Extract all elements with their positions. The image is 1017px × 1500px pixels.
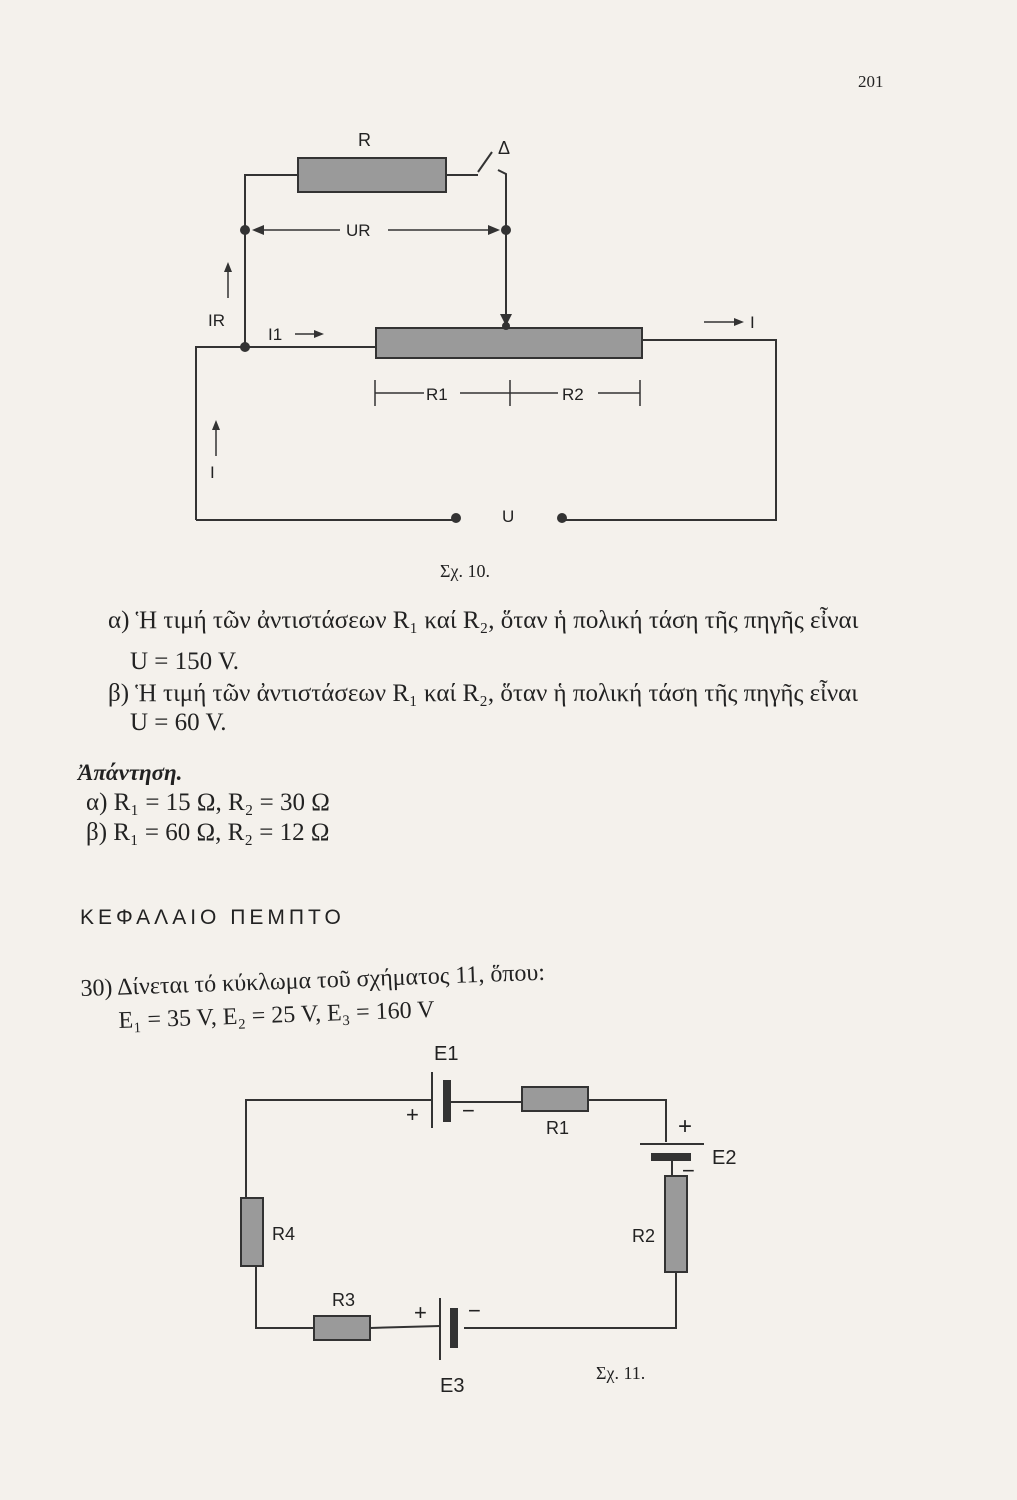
label-e3: E3: [440, 1375, 465, 1397]
ur-arrowhead-right-icon: [488, 225, 500, 235]
problem-30-line2: E₁ = 35 V, E₂ = 25 V, E₃ = 160 V: [118, 996, 435, 1034]
label-u: U: [502, 507, 515, 526]
label-r4: R4: [272, 1224, 296, 1244]
wire-r2-e3: [464, 1272, 676, 1328]
ir-arrowhead-icon: [224, 262, 232, 272]
label-r1: R1: [546, 1118, 570, 1138]
ur-arrowhead-left-icon: [252, 225, 264, 235]
chapter-heading: ΚΕΦΑΛΑΙΟ ΠΕΜΠΤΟ: [80, 906, 345, 929]
terminal-left: [451, 513, 461, 523]
figure-10-caption: Σχ. 10.: [440, 561, 490, 581]
answer-b: β) R₁ = 60 Ω, R₂ = 12 Ω: [86, 819, 330, 846]
node-junction: [240, 342, 250, 352]
question-a-line1: α) Ἡ τιμή τῶν ἀντιστάσεων R₁ καί R₂, ὅταν ἡ πολική τάση τῆς πηγῆς εἶναι: [108, 607, 859, 634]
question-b-line2: U = 60 V.: [130, 709, 227, 736]
figure-11-circuit: [0, 1030, 1017, 1500]
label-e3-plus: +: [414, 1300, 427, 1325]
wire-switch-wiper: [498, 170, 506, 316]
label-e2-minus: −: [682, 1158, 695, 1183]
wire-top-left: [245, 175, 298, 345]
node-left-ur: [240, 225, 250, 235]
figure-10-circuit: [0, 0, 1017, 600]
label-e1: E1: [434, 1043, 459, 1065]
i-left-arrowhead-icon: [212, 420, 220, 430]
wire-r3-r4: [256, 1266, 314, 1328]
wire-e3-r3: [370, 1326, 440, 1328]
wire-r1-e2: [588, 1100, 666, 1142]
label-i-left: I: [210, 463, 215, 482]
label-switch: Δ: [498, 138, 511, 158]
resistor-r: [298, 158, 446, 192]
label-r2: R2: [632, 1226, 656, 1246]
label-e2: E2: [712, 1147, 737, 1169]
node-right-ur: [501, 225, 511, 235]
resistor-r3: [314, 1316, 370, 1340]
wire-main-left: [196, 347, 376, 520]
label-i1: I1: [268, 325, 283, 344]
potentiometer: [376, 328, 642, 358]
label-r2: R2: [562, 385, 584, 404]
label-r3: R3: [332, 1290, 356, 1310]
label-r1: R1: [426, 385, 448, 404]
answer-heading: Ἀπάντηση.: [78, 760, 183, 785]
label-r: R: [358, 130, 371, 150]
label-i-right: I: [750, 313, 755, 332]
i1-arrowhead-icon: [314, 330, 324, 338]
question-b-line1: β) Ἡ τιμή τῶν ἀντιστάσεων R₁ καί R₂, ὅταν ἡ πολική τάση τῆς πηγῆς εἶναι: [108, 680, 858, 707]
e1-short-plate: [443, 1080, 451, 1122]
i-right-arrowhead-icon: [734, 318, 744, 326]
label-ir: IR: [208, 311, 225, 330]
wiper-contact: [502, 322, 510, 330]
resistor-r1: [522, 1087, 588, 1111]
question-a-line2: U = 150 V.: [130, 648, 240, 675]
label-e3-minus: −: [468, 1298, 481, 1323]
resistor-r4: [241, 1198, 263, 1266]
label-e2-plus: +: [678, 1113, 693, 1140]
label-e1-plus: +: [406, 1102, 419, 1127]
e3-short-plate: [450, 1308, 458, 1348]
answer-a: α) R₁ = 15 Ω, R₂ = 30 Ω: [86, 789, 330, 816]
terminal-right: [557, 513, 567, 523]
page-number: 201: [858, 72, 884, 91]
label-e1-minus: −: [462, 1098, 475, 1123]
resistor-r2: [665, 1176, 687, 1272]
label-ur: UR: [346, 221, 371, 240]
figure-11-caption: Σχ. 11.: [596, 1363, 646, 1383]
wire-main-right: [562, 340, 776, 520]
switch-blade: [478, 152, 492, 172]
wire-top-left: [246, 1100, 432, 1200]
problem-30-line1: 30) Δίνεται τό κύκλωμα τοῦ σχήματος 11, ὅπου:: [80, 959, 546, 1002]
